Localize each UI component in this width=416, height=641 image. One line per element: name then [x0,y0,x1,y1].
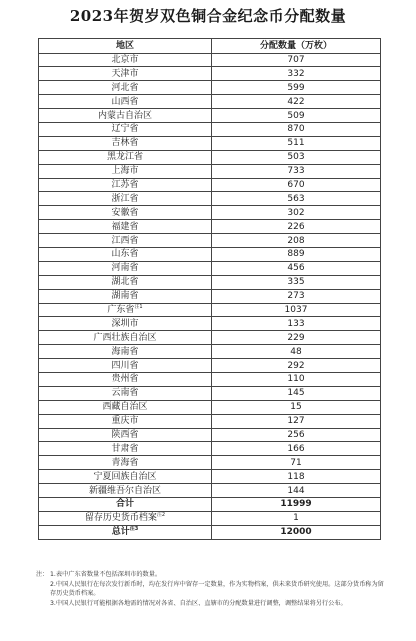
region-name: 云南省 [111,388,139,399]
total-row [39,525,381,539]
region-name: 浙江省 [111,193,139,204]
region-cell [39,81,212,95]
quantity-cell: 144 [212,484,381,498]
quantity-cell: 166 [212,442,381,456]
region-cell [39,456,212,470]
footnote-2 [36,580,386,599]
table-row [39,317,381,331]
footnote-text: 1.表中广东省数量不包括深圳市的数量。 [50,571,162,578]
total-label: 总计 [111,527,130,538]
quantity-cell: 208 [212,234,381,248]
quantity-cell: 889 [212,247,381,261]
table-row [39,428,381,442]
quantity-cell: 302 [212,206,381,220]
quantity-cell: 15 [212,400,381,414]
region-name: 甘肃省 [111,443,139,454]
table-row [39,442,381,456]
quantity-cell: 273 [212,289,381,303]
quantity-cell: 226 [212,220,381,234]
footnote-marker: 注1 [134,303,143,310]
total-label-cell [39,525,212,539]
region-cell [39,247,212,261]
archive-row [39,511,381,525]
subtotal-label: 合计 [39,498,212,512]
table-row [39,95,381,109]
quantity-cell: 733 [212,164,381,178]
table-row [39,164,381,178]
table-row [39,206,381,220]
region-name: 贵州省 [111,374,139,385]
region-name: 西藏自治区 [102,402,148,413]
region-cell [39,109,212,123]
quantity-cell: 870 [212,122,381,136]
quantity-cell: 670 [212,178,381,192]
region-name: 新疆维吾尔自治区 [88,485,161,496]
table-row [39,400,381,414]
region-cell [39,53,212,67]
table-row [39,456,381,470]
table-row [39,234,381,248]
quantity-cell: 127 [212,414,381,428]
table-body [39,53,381,498]
region-cell [39,428,212,442]
table-row [39,220,381,234]
region-cell [39,122,212,136]
quantity-cell: 335 [212,275,381,289]
region-cell [39,178,212,192]
table-row [39,303,381,317]
region-cell [39,303,212,317]
region-cell [39,386,212,400]
region-name: 宁夏回族自治区 [93,471,157,482]
table-row [39,150,381,164]
region-name: 河北省 [111,82,139,93]
table-row [39,331,381,345]
region-cell [39,442,212,456]
table-row [39,67,381,81]
region-name: 北京市 [111,54,139,65]
region-cell [39,67,212,81]
quantity-cell: 599 [212,81,381,95]
quantity-cell: 422 [212,95,381,109]
region-name: 重庆市 [111,416,139,427]
region-cell [39,345,212,359]
region-cell [39,95,212,109]
region-cell [39,220,212,234]
archive-label-cell [39,511,212,525]
region-cell [39,164,212,178]
table-row [39,81,381,95]
archive-value: 1 [212,511,381,525]
footnote-1 [36,570,386,580]
region-name: 江苏省 [111,179,139,190]
region-name: 福建省 [111,221,139,232]
quantity-cell: 563 [212,192,381,206]
footnote-text: 3.中国人民银行可能根据各地需的情况对各省、自治区、直辖市的分配数量进行调整，调整结果将另行公布。 [50,599,347,607]
table-row [39,345,381,359]
quantity-cell: 256 [212,428,381,442]
region-cell [39,275,212,289]
table-row [39,359,381,373]
quantity-cell: 292 [212,359,381,373]
subtotal-value: 11999 [212,498,381,512]
region-cell [39,206,212,220]
total-footnote-marker: 注3 [129,526,139,533]
table-row [39,136,381,150]
footnote-lead: 注： [36,571,49,578]
table-row [39,261,381,275]
footnote-3 [36,599,386,609]
region-name: 四川省 [111,360,139,371]
region-name: 广西壮族自治区 [93,332,157,343]
table-row [39,122,381,136]
region-name: 海南省 [111,346,139,357]
table-row [39,109,381,123]
region-cell [39,359,212,373]
quantity-cell: 509 [212,109,381,123]
quantity-cell: 332 [212,67,381,81]
quantity-cell: 1037 [212,303,381,317]
quantity-cell: 71 [212,456,381,470]
region-cell [39,192,212,206]
region-name: 河南省 [111,263,139,274]
region-name: 青海省 [111,457,139,468]
footnotes [36,570,386,608]
table-row [39,414,381,428]
quantity-cell: 456 [212,261,381,275]
region-cell [39,400,212,414]
total-value: 12000 [212,525,381,539]
region-cell [39,331,212,345]
table-header-row [39,39,381,54]
quantity-cell: 503 [212,150,381,164]
table-row [39,470,381,484]
region-cell [39,289,212,303]
allocation-table [38,38,381,540]
quantity-cell: 133 [212,317,381,331]
region-name: 湖南省 [111,291,139,302]
quantity-cell: 511 [212,136,381,150]
region-cell [39,372,212,386]
archive-footnote-marker: 注2 [156,512,166,519]
region-cell [39,414,212,428]
table-row [39,178,381,192]
region-name: 湖北省 [111,277,139,288]
table-row [39,372,381,386]
region-name: 深圳市 [111,318,139,329]
region-cell [39,484,212,498]
header-region: 地区 [39,39,212,54]
region-cell [39,470,212,484]
region-name: 山西省 [111,96,139,107]
region-name: 天津市 [111,68,139,79]
region-name: 广东省 [107,304,135,315]
region-name: 江西省 [111,235,139,246]
archive-label: 留存历史货币档案 [84,513,157,524]
region-name: 山东省 [111,249,139,260]
region-name: 安徽省 [111,207,139,218]
quantity-cell: 110 [212,372,381,386]
quantity-cell: 118 [212,470,381,484]
table-row [39,192,381,206]
region-name: 黑龙江省 [106,152,143,163]
region-name: 内蒙古自治区 [97,110,152,121]
page-title: 2023年贺岁双色铜合金纪念币分配数量 [69,7,347,25]
header-quantity: 分配数量（万枚） [212,39,381,54]
table-row [39,275,381,289]
region-cell [39,317,212,331]
region-name: 上海市 [111,166,139,177]
quantity-cell: 145 [212,386,381,400]
region-cell [39,234,212,248]
region-name: 陕西省 [111,429,139,440]
table-row [39,53,381,67]
footnote-text: 2.中国人民银行在每次发行新币时，均在发行库中留存一定数量，作为实物档案，供未来货币研究使用。这部分货币称为留存历史货币档案。 [50,580,384,597]
region-cell [39,150,212,164]
quantity-cell: 707 [212,53,381,67]
region-cell [39,136,212,150]
region-name: 辽宁省 [111,124,139,135]
subtotal-row [39,498,381,512]
region-cell [39,261,212,275]
table-row [39,386,381,400]
region-name: 吉林省 [111,138,139,149]
quantity-cell: 48 [212,345,381,359]
table-row [39,247,381,261]
table-row [39,484,381,498]
table-row [39,289,381,303]
quantity-cell: 229 [212,331,381,345]
